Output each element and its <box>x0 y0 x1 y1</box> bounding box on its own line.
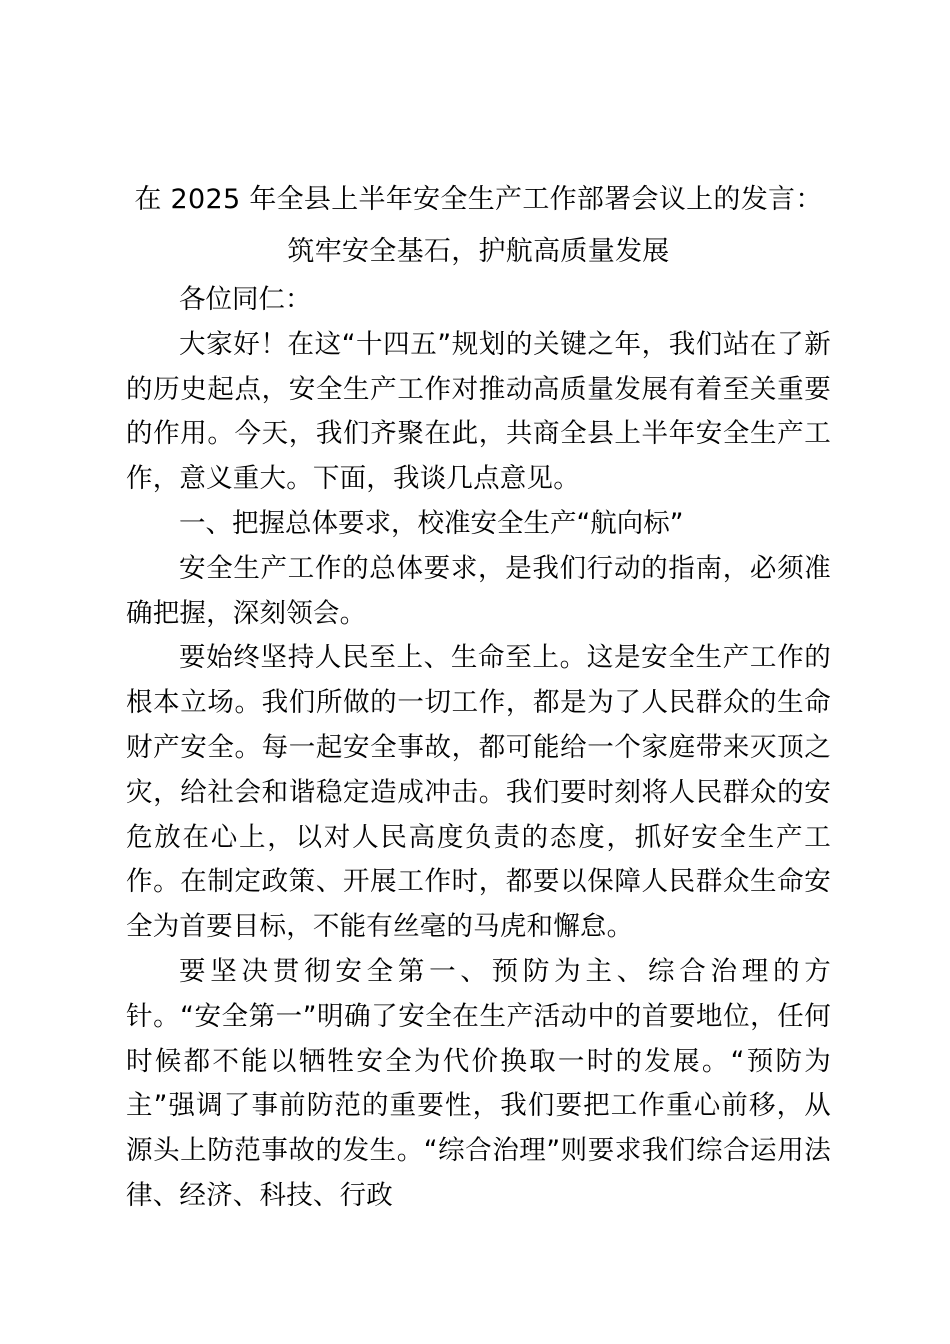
salutation: 各位同仁： <box>179 284 312 315</box>
paragraph-opening: 大家好！在这“十四五”规划的关键之年，我们站在了新的历史起点，安全生产工作对推动高质量发展有着至关重要的作用。今天，我们齐聚在此，共商全县上半年安全生产工作，意义重大。下面，我谈几点意见。 <box>126 328 831 495</box>
document-title-line-1: 在 2025 年全县上半年安全生产工作部署会议上的发言： <box>134 184 823 215</box>
paragraph-safety-policy: 要坚决贯彻安全第一、预防为主、综合治理的方针。“安全第一”明确了安全在生产活动中的首要地位，任何时候都不能以牺牲安全为代价换取一时的发展。“预防为主”强调了事前防范的重要性，我们要把工作重心前移，从源头上防范事故的发生。“综合治理”则要求我们综合运用法律、经济、科技、行政 <box>126 955 831 1211</box>
document-title-line-2: 筑牢安全基石，护航高质量发展 <box>287 236 670 267</box>
paragraph-people-first: 要始终坚持人民至上、生命至上。这是安全生产工作的根本立场。我们所做的一切工作，都是为了人民群众的生命财产安全。每一起安全事故，都可能给一个家庭带来灭顶之灾，给社会和谐稳定造成冲击。我们要时刻将人民群众的安危放在心上，以对人民高度负责的态度，抓好安全生产工作。在制定政策、开展工作时，都要以保障人民群众生命安全为首要目标，不能有丝毫的马虎和懈怠。 <box>126 642 831 943</box>
document-body <box>126 174 831 1219</box>
section-heading-1: 一、把握总体要求，校准安全生产“航向标” <box>179 507 684 539</box>
paragraph-general-requirements: 安全生产工作的总体要求，是我们行动的指南，必须准确把握，深刻领会。 <box>126 552 831 629</box>
